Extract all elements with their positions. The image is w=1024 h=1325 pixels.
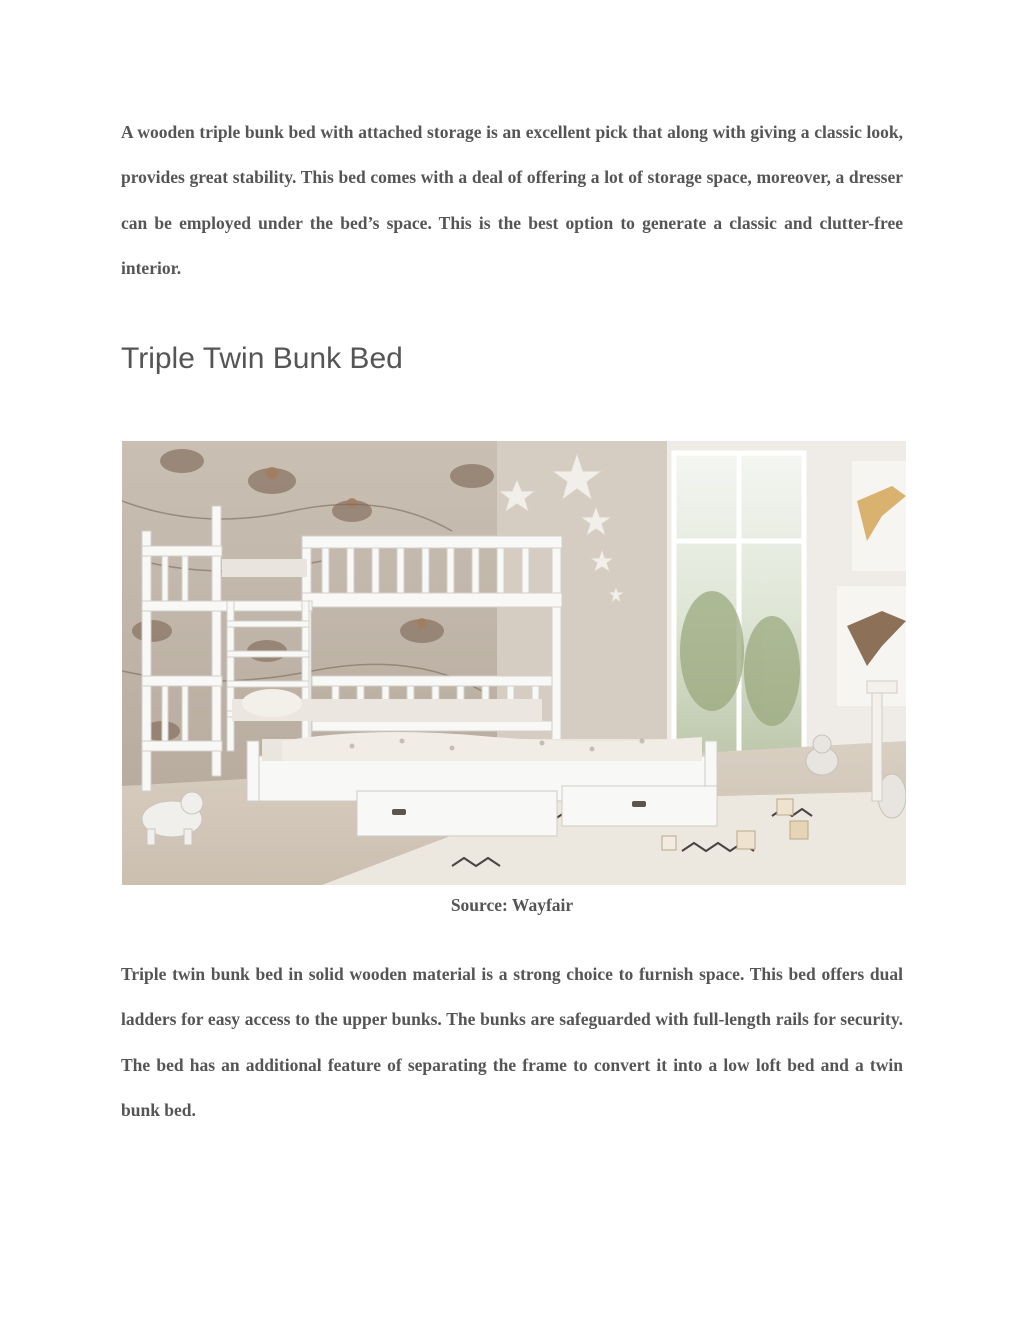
intro-paragraph: A wooden triple bunk bed with attached storage is an excellent pick that along with giving a classic look, provides great stability. This bed comes with a deal of offering a lot of storage space, moreover, a dresser can be employed under the bed’s space. This is the best option to generate a classic and clutter-free interior. bbox=[121, 122, 903, 278]
body-paragraph: Triple twin bunk bed in solid wooden material is a strong choice to furnish space. This bed offers dual ladders for easy access to the upper bunks. The bunks are safeguarded with full-length rails for security. The bed has an additional feature of separating the frame to convert it into a low loft bed and a twin bunk bed. bbox=[121, 964, 903, 1120]
section-heading: Triple Twin Bunk Bed bbox=[121, 342, 403, 375]
bunk-bed-photo bbox=[122, 441, 906, 885]
image-caption: Source: Wayfair bbox=[450, 895, 574, 915]
